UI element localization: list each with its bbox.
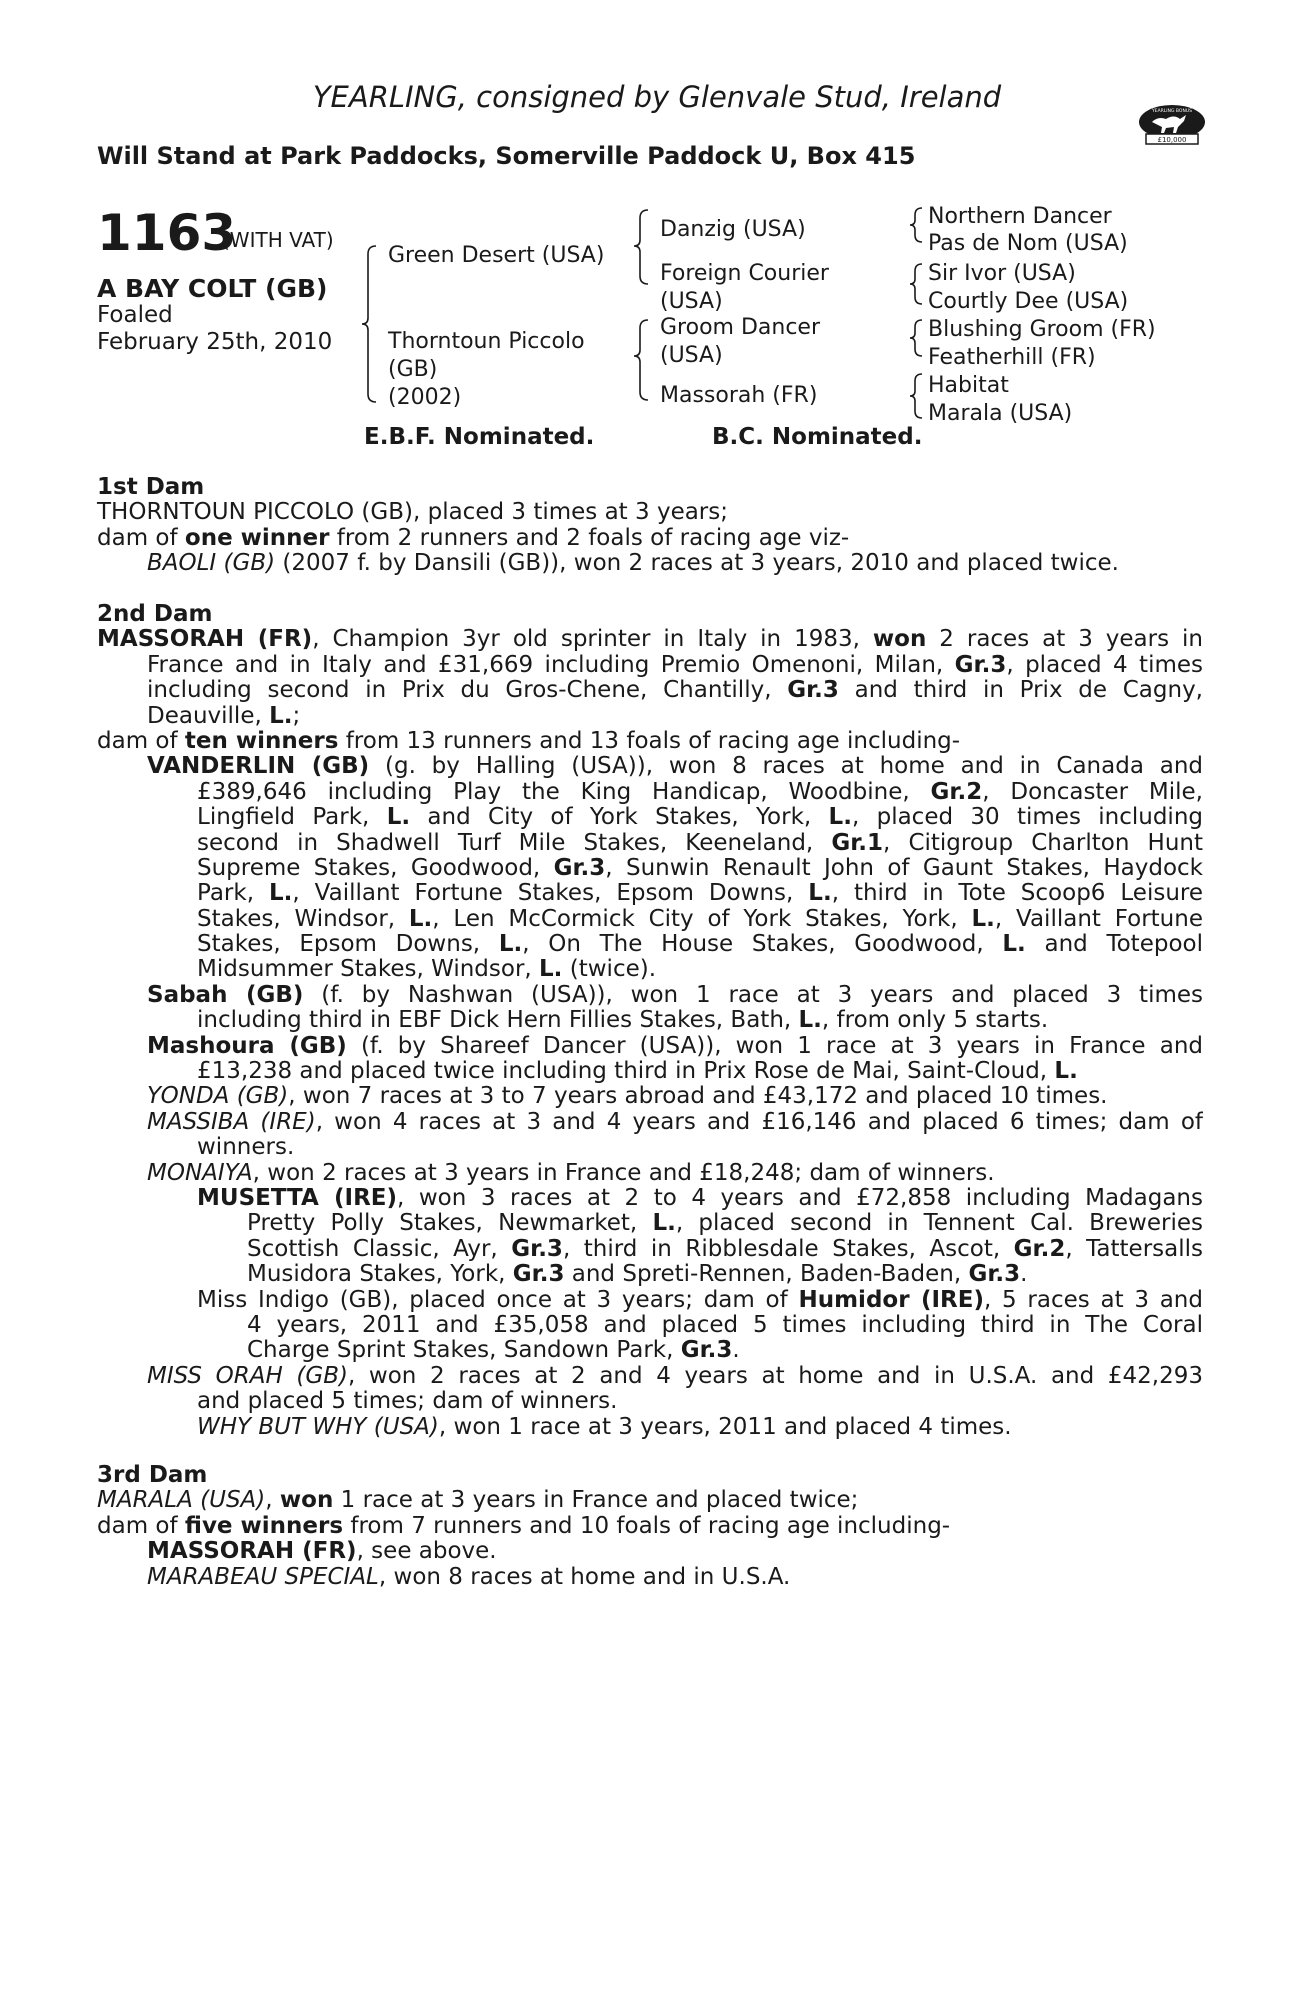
consignor-line: YEARLING, consigned by Glenvale Stud, Ireland bbox=[312, 80, 1002, 114]
progeny-vanderlin: Midsummer Stakes, Windsor, L. (twice). bbox=[197, 956, 657, 983]
horse-description: A BAY COLT (GB) bbox=[97, 274, 328, 303]
dam bbox=[388, 328, 585, 412]
progeny-vanderlin: Lingfield Park, L. and City of York Stakes, York, L., placed 30 times including bbox=[197, 805, 1203, 831]
progeny-vanderlin: Supreme Stakes, Goodwood, Gr.3, Sunwin Renault John of Gaunt Stakes, Haydock bbox=[197, 855, 1203, 881]
first-dam-section bbox=[97, 475, 1203, 577]
second-dam-heading: 2nd Dam bbox=[97, 601, 213, 627]
second-dam-section bbox=[97, 602, 1203, 1440]
foaled-date: February 25th, 2010 bbox=[97, 329, 333, 355]
ancestor-1: Northern Dancer bbox=[928, 204, 1112, 229]
progeny-massiba: MASSIBA (IRE), won 4 races at 3 and 4 years and £16,146 and placed 6 times; dam of bbox=[147, 1109, 1203, 1135]
third-dam-line: dam of five winners from 7 runners and 10 foals of racing age including- bbox=[97, 1512, 951, 1539]
lot-number: 1163 bbox=[97, 204, 237, 262]
dam-sire-line1: Groom Dancer bbox=[660, 315, 820, 340]
ancestor-4: Courtly Dee (USA) bbox=[928, 289, 1129, 314]
ancestor-7: Habitat bbox=[928, 373, 1009, 398]
progeny-vanderlin: Park, L., Vaillant Fortune Stakes, Epsom Downs, L., third in Tote Scoop6 Leisure bbox=[197, 881, 1203, 907]
progeny-vanderlin: second in Shadwell Turf Mile Stakes, Keeneland, Gr.1, Citigroup Charlton Hunt bbox=[197, 830, 1203, 856]
progeny-musetta: MUSETTA (IRE), won 3 races at 2 to 4 years and £72,858 including Madagans bbox=[197, 1185, 1203, 1211]
badge-value: £10,000 bbox=[1157, 136, 1187, 144]
first-dam-line: dam of one winner from 2 runners and 2 foals of racing age viz- bbox=[97, 524, 850, 551]
sire-dam-line2: (USA) bbox=[660, 289, 723, 314]
progeny-miss-indigo: Miss Indigo (GB), placed once at 3 years; dam of Humidor (IRE), 5 races at 3 and bbox=[197, 1287, 1203, 1313]
progeny-musetta: Pretty Polly Stakes, Newmarket, L., placed second in Tennent Cal. Breweries bbox=[247, 1211, 1203, 1237]
progeny-why-but-why: WHY BUT WHY (USA), won 1 race at 3 years, 2011 and placed 4 times. bbox=[197, 1413, 1012, 1440]
progeny-mashoura: Mashoura (GB) (f. by Shareef Dancer (USA)), won 1 race at 3 years in France and bbox=[147, 1033, 1203, 1059]
third-dam-progeny: MARABEAU SPECIAL, won 8 races at home and in U.S.A. bbox=[147, 1563, 791, 1590]
first-dam-heading: 1st Dam bbox=[97, 474, 205, 500]
ancestor-6: Featherhill (FR) bbox=[928, 345, 1096, 370]
progeny-vanderlin: VANDERLIN (GB) (g. by Halling (USA)), won 8 races at home and in Canada and bbox=[147, 754, 1203, 780]
progeny-yonda: YONDA (GB), won 7 races at 3 to 7 years abroad and £43,172 and placed 10 times. bbox=[147, 1083, 1108, 1110]
progeny-vanderlin: £389,646 including Play the King Handicap, Woodbine, Gr.2, Doncaster Mile, bbox=[197, 779, 1203, 805]
sire: Green Desert (USA) bbox=[388, 243, 605, 268]
third-dam-heading: 3rd Dam bbox=[97, 1462, 208, 1488]
progeny-miss-orah: and placed 5 times; dam of winners. bbox=[197, 1388, 618, 1415]
progeny-mashoura: £13,238 and placed twice including third in Prix Rose de Mai, Saint-Cloud, L. bbox=[197, 1058, 1078, 1085]
progeny-miss-indigo: 4 years, 2011 and £35,058 and placed 5 times including third in The Coral bbox=[247, 1312, 1203, 1338]
first-dam-line: THORNTOUN PICCOLO (GB), placed 3 times at 3 years; bbox=[97, 499, 728, 526]
progeny-massiba: winners. bbox=[197, 1134, 295, 1161]
second-dam-line: France and in Italy and £31,669 including Premio Omenoni, Milan, Gr.3, placed 4 times bbox=[147, 652, 1203, 678]
dam-sire bbox=[660, 314, 820, 370]
third-dam-progeny: MASSORAH (FR), see above. bbox=[147, 1538, 497, 1565]
dam-name-line2: (GB) bbox=[388, 357, 438, 382]
third-dam-line: MARALA (USA), won 1 race at 3 years in France and placed twice; bbox=[97, 1487, 859, 1514]
stand-location: Will Stand at Park Paddocks, Somerville Paddock U, Box 415 bbox=[97, 142, 916, 170]
ebf-nominated: E.B.F. Nominated. bbox=[364, 424, 595, 450]
dam-sire-line2: (USA) bbox=[660, 343, 723, 368]
progeny-vanderlin: Stakes, Epsom Downs, L., On The House Stakes, Goodwood, L. and Totepool bbox=[197, 932, 1203, 958]
ancestor-3: Sir Ivor (USA) bbox=[928, 261, 1076, 286]
third-dam-section bbox=[97, 1463, 1203, 1590]
dam-dam: Massorah (FR) bbox=[660, 383, 818, 408]
progeny-miss-indigo: Charge Sprint Stakes, Sandown Park, Gr.3. bbox=[247, 1337, 740, 1364]
dam-name-line1: Thorntoun Piccolo bbox=[388, 329, 585, 354]
second-dam-line: Deauville, L.; bbox=[147, 702, 301, 729]
progeny-sabah: Sabah (GB) (f. by Nashwan (USA)), won 1 race at 3 years and placed 3 times bbox=[147, 982, 1203, 1008]
foaled-label: Foaled bbox=[97, 302, 173, 328]
vat-note: (WITH VAT) bbox=[222, 228, 334, 252]
sire-sire: Danzig (USA) bbox=[660, 217, 806, 242]
bc-nominated: B.C. Nominated. bbox=[712, 424, 923, 450]
progeny-musetta: Musidora Stakes, York, Gr.3 and Spreti-Rennen, Baden-Baden, Gr.3. bbox=[247, 1261, 1028, 1288]
sire-dam bbox=[660, 260, 829, 316]
ancestor-8: Marala (USA) bbox=[928, 401, 1073, 426]
sire-dam-line1: Foreign Courier bbox=[660, 261, 829, 286]
progeny-sabah: including third in EBF Dick Hern Fillies Stakes, Bath, L., from only 5 starts. bbox=[197, 1007, 1049, 1034]
ancestor-5: Blushing Groom (FR) bbox=[928, 317, 1156, 342]
progeny-miss-orah: MISS ORAH (GB), won 2 races at 2 and 4 years at home and in U.S.A. and £42,293 bbox=[147, 1363, 1203, 1389]
ancestor-2: Pas de Nom (USA) bbox=[928, 231, 1128, 256]
second-dam-line: MASSORAH (FR), Champion 3yr old sprinter in Italy in 1983, won 2 races at 3 years in bbox=[97, 627, 1203, 653]
badge-title: YEARLING BONUS bbox=[1152, 109, 1192, 114]
progeny-musetta: Scottish Classic, Ayr, Gr.3, third in Ribblesdale Stakes, Ascot, Gr.2, Tattersalls bbox=[247, 1236, 1203, 1262]
second-dam-line: dam of ten winners from 13 runners and 13 foals of racing age including- bbox=[97, 727, 961, 754]
first-dam-foal: BAOLI (GB) (2007 f. by Dansili (GB)), won 2 races at 3 years, 2010 and placed twice. bbox=[147, 550, 1119, 577]
dam-name-line3: (2002) bbox=[388, 385, 462, 410]
progeny-monaiya: MONAIYA, won 2 races at 3 years in France and £18,248; dam of winners. bbox=[147, 1159, 995, 1186]
progeny-vanderlin: Stakes, Windsor, L., Len McCormick City of York Stakes, York, L., Vaillant Fortune bbox=[197, 906, 1203, 932]
second-dam-line: including second in Prix du Gros-Chene, Chantilly, Gr.3 and third in Prix de Cagny, bbox=[147, 678, 1203, 704]
